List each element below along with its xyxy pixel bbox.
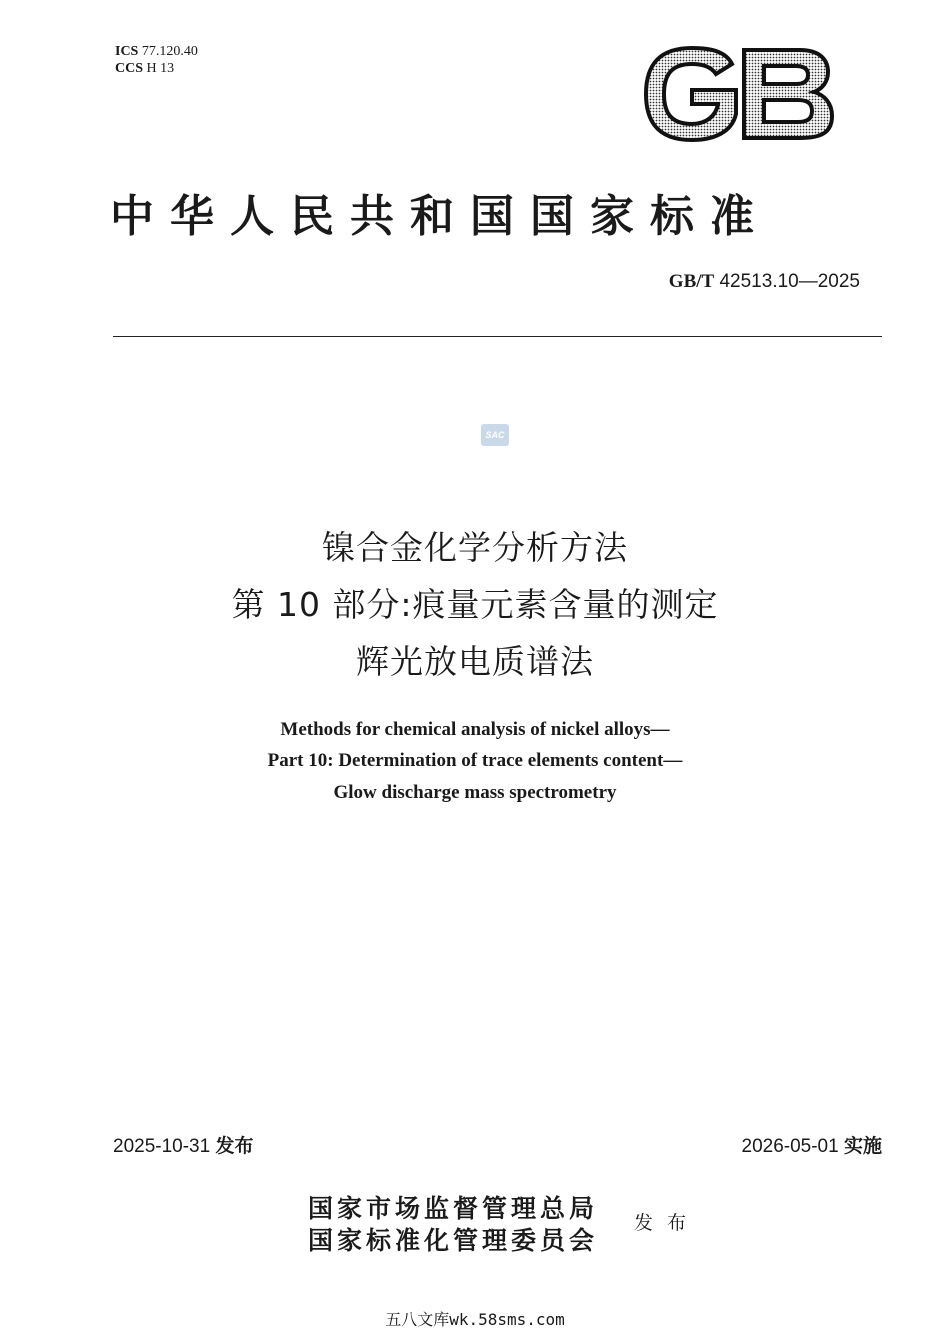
issuers-action: 发布 <box>634 1212 701 1234</box>
standard-prefix: GB/T <box>668 271 715 292</box>
issue-date <box>113 1131 254 1158</box>
english-title-line-2: Part 10: Determination of trace elements content— <box>267 750 683 771</box>
standard-number <box>669 271 860 293</box>
english-title-line-3: Glow discharge mass spectrometry <box>333 782 617 803</box>
gb-logo <box>640 44 836 144</box>
implement-date-label: 实施 <box>843 1135 882 1157</box>
implement-date <box>742 1131 883 1158</box>
issue-date-label: 发布 <box>215 1135 254 1157</box>
classification-codes <box>115 43 198 77</box>
issuer-sac: 国家标准化管理委员会 <box>308 1226 599 1255</box>
chinese-title-line-3: 辉光放电质谱法 <box>356 642 594 681</box>
ccs-line <box>115 60 198 77</box>
issue-date-value: 2025-10-31 <box>113 1136 211 1157</box>
sac-watermark-icon: SAC <box>481 424 509 446</box>
ics-line <box>115 43 198 60</box>
implement-date-value: 2026-05-01 <box>741 1136 839 1157</box>
standard-code: 42513.10—2025 <box>719 271 860 292</box>
ics-label: ICS <box>115 44 139 59</box>
ccs-code: H 13 <box>146 61 175 76</box>
ics-code: 77.120.40 <box>141 44 198 59</box>
english-title-line-1: Methods for chemical analysis of nickel alloys— <box>280 719 670 740</box>
ccs-label: CCS <box>115 61 144 76</box>
issuer-samr: 国家市场监督管理总局 <box>308 1194 599 1223</box>
title-divider <box>113 336 882 337</box>
national-standard-title: 中华人民共和国国家标准 <box>110 191 770 242</box>
logo-text: GB <box>640 44 642 45</box>
chinese-title-line-1: 镍合金化学分析方法 <box>322 528 628 567</box>
chinese-title-line-2: 第 10 部分:痕量元素含量的测定 <box>231 585 719 624</box>
footer-watermark: 五八文库wk.58sms.com <box>385 1310 565 1329</box>
